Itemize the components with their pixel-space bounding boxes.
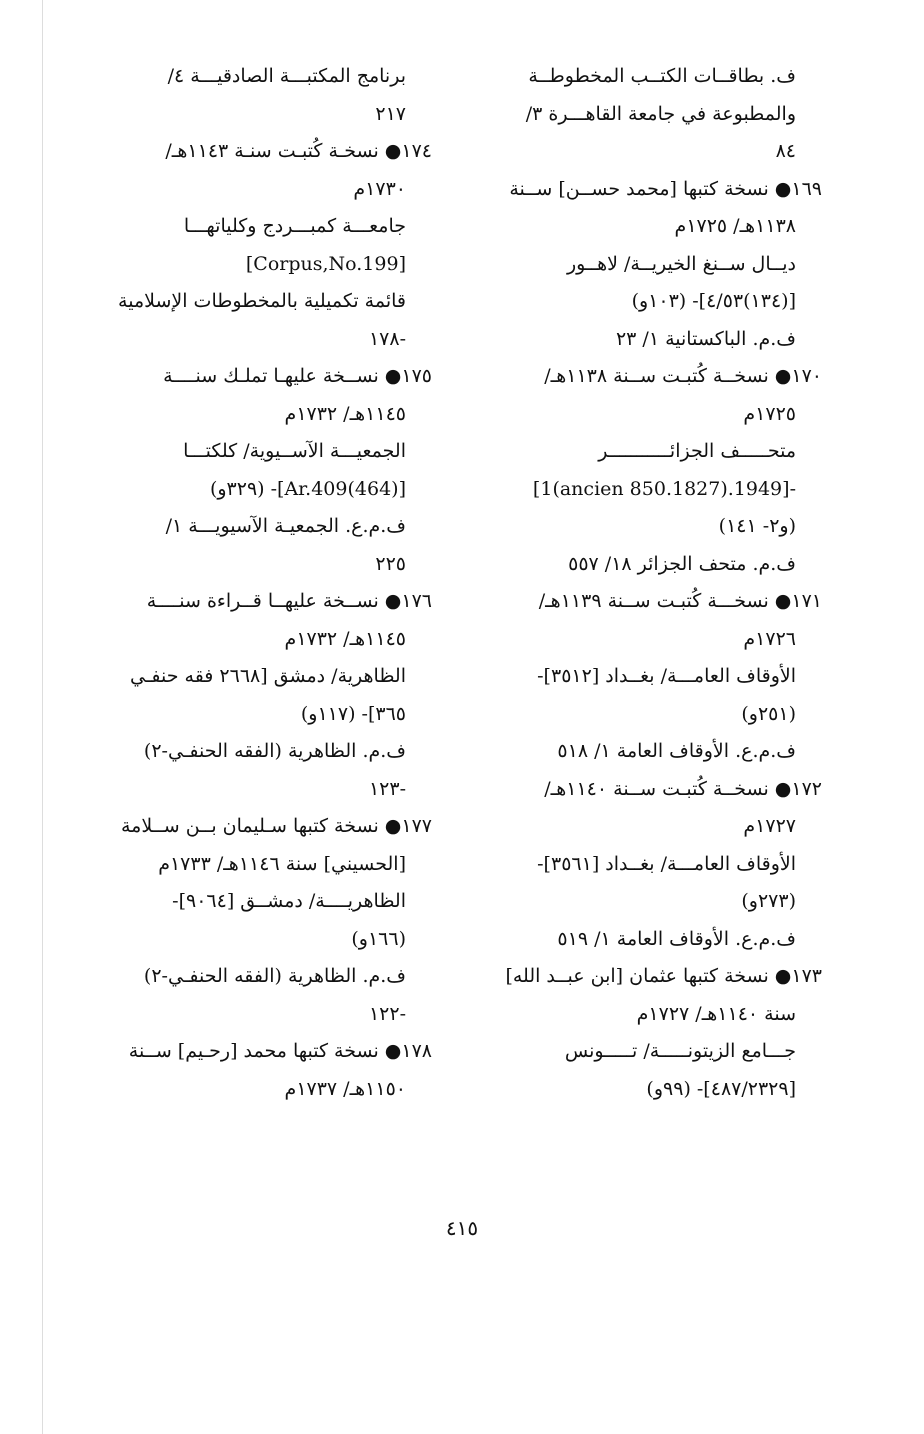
entry-line: ١١٣٨هـ/ ١٧٢٥م <box>674 215 796 237</box>
entry-heading-line: ١٦٩● نسخة كتبها [محمد حســن] ســنة <box>509 177 822 200</box>
entry-line: ف.م. الباكستانية ١/ ٢٣ <box>615 327 796 350</box>
entry-line: برنامج المكتبـــة الصادقيـــة ٤/ <box>167 65 406 87</box>
entry-line: ١٧٢٧م <box>743 815 796 837</box>
entry-line: -١٧٨ <box>368 327 406 350</box>
entry-line: الظاهرية/ دمشق [٢٦٦٨ فقه حنفـي <box>129 665 406 687</box>
entry-line: -[1949.(1827.ancien 850)1] <box>532 477 796 500</box>
entry-line: ١١٥٠هـ/ ١٧٣٧م <box>284 1077 406 1100</box>
right-column <box>476 58 822 1108</box>
entry-heading-line: ١٧٧● نسخة كتبها سـليمان بــن ســلامة <box>120 815 432 837</box>
entry-line: ١١٤٥هـ/ ١٧٣٢م <box>284 402 406 425</box>
entry-line: الأوقاف العامـــة/ بغــداد [٣٥١٢]- <box>537 665 796 687</box>
entry-heading-line: ١٧٣● نسخة كتبها عثمان [ابن عبــد الله] <box>505 965 822 987</box>
entry-line: جـــامع الزيتونـــــة/ تـــــونس <box>564 1040 796 1062</box>
entry-line: الظاهريــــة/ دمشــق [٩٠٦٤]- <box>172 890 406 912</box>
entry-line: الجمعيـــة الآســيوية/ كلكتـــا <box>183 440 406 462</box>
entry-line: الأوقاف العامـــة/ بغــداد [٣٥٦١]- <box>537 852 796 875</box>
entry-heading-line: ١٧٠● نسخــة كُتبـت ســنة ١١٣٨هـ/ <box>544 365 822 387</box>
entry-line: ١١٤٥هـ/ ١٧٣٢م <box>284 627 406 650</box>
left-column <box>94 58 432 1108</box>
entry-line: [الحسيني] سنة ١١٤٦هـ/ ١٧٣٣م <box>158 852 406 875</box>
entry-line: [(١٣٤)٤/٥٣]- (١٠٣و) <box>631 290 796 312</box>
entry-line: ف.م.ع. الجمعيـة الآسيويـــة ١/ <box>165 515 406 537</box>
entry-line: ف.م.ع. الأوقاف العامة ١/ ٥١٨ <box>557 740 796 762</box>
entry-line: ف.م. الظاهرية (الفقه الحنفـي-٢) <box>143 965 406 987</box>
entry-heading-line: ١٧٤● نسخـة كُتبـت سنـة ١١٤٣هـ/ <box>165 140 432 162</box>
entry-line: ف.م.ع. الأوقاف العامة ١/ ٥١٩ <box>557 927 796 950</box>
entry-heading-line: ١٧٨● نسخة كتبها محمد [رحـيم] ســنة <box>128 1040 432 1062</box>
page-number: ٤١٥ <box>445 1216 479 1240</box>
entry-line: (١٦٦و) <box>351 927 406 950</box>
entry-heading-line: ١٧٢● نسخــة كُتبـت ســنة ١١٤٠هـ/ <box>544 777 822 800</box>
entry-line: قائمة تكميلية بالمخطوطات الإسلامية <box>118 290 406 312</box>
entry-line: ف. بطاقــات الكتــب المخطوطــة <box>528 65 796 87</box>
entry-line: متحـــــف الجزائـــــــــــر <box>598 440 796 462</box>
entry-line: ٢٢٥ <box>375 552 406 575</box>
entry-line: ٢١٧ <box>375 102 406 125</box>
entry-line: والمطبوعة في جامعة القاهـــرة ٣/ <box>525 102 796 125</box>
entry-line: ١٧٢٥م <box>743 402 796 425</box>
entry-line: جامعـــة كمبـــردج وكلياتهـــا <box>183 215 406 237</box>
entry-line: [(464)Ar.409]- (٣٢٩و) <box>209 477 406 500</box>
entry-line: -١٢٣ <box>368 777 406 800</box>
entry-line: [Corpus,No.199] <box>245 252 406 275</box>
entry-line: ف.م. متحف الجزائر ١٨/ ٥٥٧ <box>568 552 796 575</box>
entry-line: ف.م. الظاهرية (الفقه الحنفـي-٢) <box>143 740 406 762</box>
entry-line: (٢٥١و) <box>741 702 796 725</box>
entry-line: ديــال ســنغ الخيريــة/ لاهــور <box>566 252 796 275</box>
entry-line: ٣٦٥]- (١١٧و) <box>300 702 406 725</box>
entry-line: ١٧٣٠م <box>353 177 406 200</box>
entry-line: ٨٤ <box>775 140 796 162</box>
entry-heading-line: ١٧١● نسخـــة كُتبـت ســنة ١١٣٩هـ/ <box>538 590 822 612</box>
entry-line: (و٢- ١٤١) <box>718 515 796 537</box>
entry-line: -١٢٢ <box>368 1002 406 1025</box>
entry-line: (٢٧٣و) <box>741 890 796 912</box>
entry-line: سنة ١١٤٠هـ/ ١٧٢٧م <box>636 1002 796 1025</box>
entry-line: [٤٨٧/٢٣٢٩]- (٩٩و) <box>646 1077 796 1100</box>
entry-heading-line: ١٧٥● نســخة عليهـا تملـك سنــــة <box>163 365 432 387</box>
entry-heading-line: ١٧٦● نســخة عليهــا قــراءة سنــــة <box>146 590 432 612</box>
entry-line: ١٧٢٦م <box>743 627 796 650</box>
